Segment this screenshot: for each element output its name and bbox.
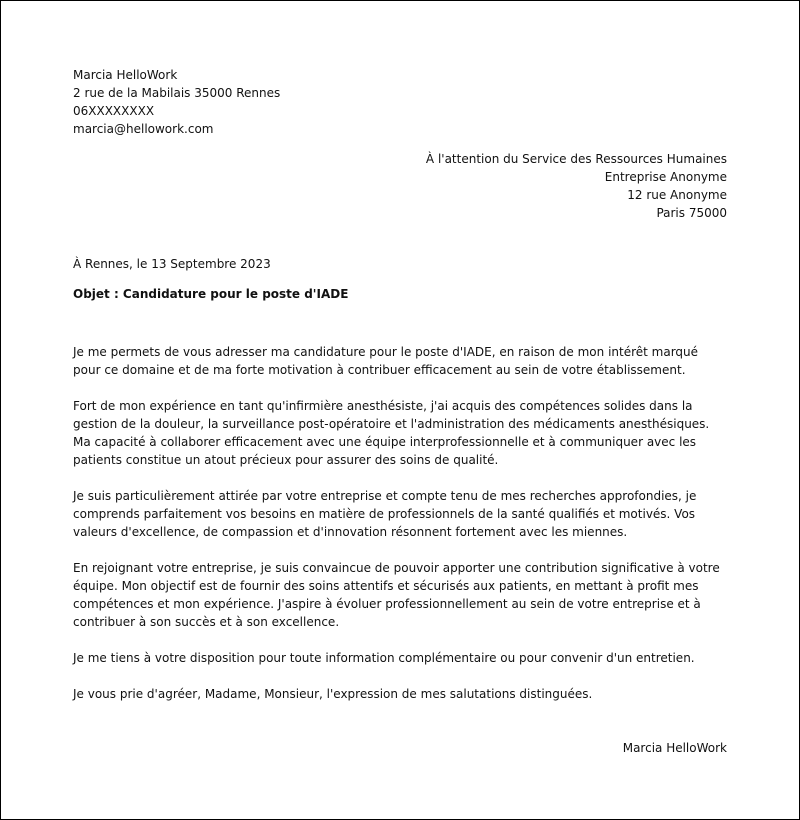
date-line: À Rennes, le 13 Septembre 2023: [73, 257, 271, 271]
sender-block: [73, 66, 280, 138]
paragraph: En rejoignant votre entreprise, je suis convaincue de pouvoir apporter une contribution significative à votre équipe. Mon objectif est de fournir des soins attentifs et sécurisés aux patients, en mettant à profit mes compétences et mon expérience. J'aspire à évoluer professionnellement au sein de votre entreprise et à contribuer à son succès et à son excellence.: [73, 561, 720, 629]
paragraph: Fort de mon expérience en tant qu'infirmière anesthésiste, j'ai acquis des compétences solides dans la gestion de la douleur, la surveillance post-opératoire et l'administration des médicaments anesthésiques. Ma capacité à collaborer efficacement avec une équipe interprofessionnelle et à communiquer avec les patients constitue un atout précieux pour assurer des soins de qualité.: [73, 399, 710, 467]
sender-name: Marcia HelloWork: [73, 68, 178, 82]
sender-email: marcia@hellowork.com: [73, 122, 214, 136]
paragraph: Je suis particulièrement attirée par votre entreprise et compte tenu de mes recherches approfondies, je comprends parfaitement vos besoins en matière de professionnels de la santé qualifiés et motivés. Vos valeurs d'excellence, de compassion et d'innovation résonnent fortement avec les miennes.: [73, 489, 697, 539]
paragraph: Je me permets de vous adresser ma candidature pour le poste d'IADE, en raison de mon intérêt marqué pour ce domaine et de ma forte motivation à contribuer efficacement au sein de votre établissement.: [73, 345, 699, 377]
recipient-block: [426, 150, 727, 222]
subject-line: Objet : Candidature pour le poste d'IADE: [73, 287, 349, 301]
recipient-company: Entreprise Anonyme: [604, 170, 727, 184]
recipient-attention: À l'attention du Service des Ressources Humaines: [425, 152, 727, 166]
letter-body: [73, 343, 729, 721]
recipient-street: 12 rue Anonyme: [627, 188, 727, 202]
signature: Marcia HelloWork: [622, 741, 727, 755]
sender-phone: 06XXXXXXXX: [73, 104, 155, 118]
paragraph: Je vous prie d'agréer, Madame, Monsieur, l'expression de mes salutations distinguées.: [73, 687, 593, 701]
recipient-city: Paris 75000: [656, 206, 727, 220]
paragraph: Je me tiens à votre disposition pour toute information complémentaire ou pour convenir d'un entretien.: [73, 651, 695, 665]
sender-address: 2 rue de la Mabilais 35000 Rennes: [73, 86, 281, 100]
